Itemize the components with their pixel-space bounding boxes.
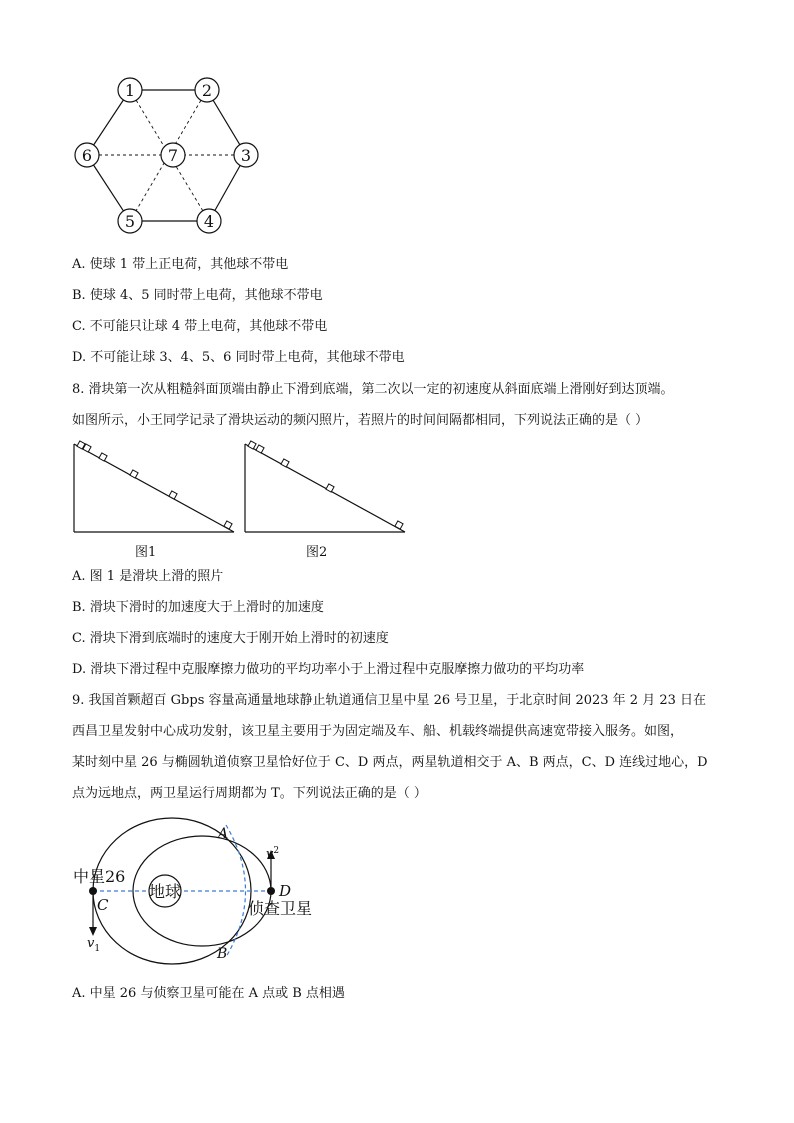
figure-1-caption: 图1 [135, 545, 157, 560]
q9-stem-line2: 西昌卫星发射中心成功发射，该卫星主要用于为固定端及车、船、机载终端提供高速宽带接入服务。如图， [72, 724, 684, 739]
ball-3-label: 3 [240, 146, 252, 165]
incline-figure-1 [70, 438, 240, 538]
q8-stem-line1: 8. 滑块第一次从粗糙斜面顶端由静止下滑到底端，第二次以一定的初速度从斜面底端上滑刚好到达顶端。 [72, 382, 674, 397]
velocity-v1-label: $v_1$ [87, 936, 101, 954]
q7-option-b: B. 使球 4、5 同时带上电荷，其他球不带电 [72, 288, 323, 303]
q9-stem-line4: 点为远地点，两卫星运行周期都为 T。下列说法正确的是（ ） [72, 786, 427, 801]
earth-label: 地球 [148, 882, 182, 901]
ball-1-label: 1 [124, 81, 136, 100]
q9-option-a: A. 中星 26 与侦察卫星可能在 A 点或 B 点相遇 [72, 986, 345, 1001]
q8-option-b: B. 滑块下滑时的加速度大于上滑时的加速度 [72, 600, 324, 615]
q9-stem-line3: 某时刻中星 26 与椭圆轨道侦察卫星恰好位于 C、D 两点，两星轨道相交于 A、B 两点，C、D 连线过地心，D [72, 755, 708, 770]
q8-stem-line2: 如图所示，小王同学记录了滑块运动的频闪照片，若照片的时间间隔都相同，下列说法正确的是（ ） [72, 413, 649, 428]
q7-option-d: D. 不可能让球 3、4、5、6 同时带上电荷，其他球不带电 [72, 350, 405, 365]
velocity-v2-label: $v^2$ [266, 846, 280, 862]
ball-2-label: 2 [201, 81, 213, 100]
zhongxing-26-label: 中星26 [73, 867, 126, 886]
q7-option-c: C. 不可能只让球 4 带上电荷，其他球不带电 [72, 319, 328, 334]
ball-6-label: 6 [81, 146, 93, 165]
q8-option-a: A. 图 1 是滑块上滑的照片 [72, 569, 224, 584]
point-d-label: D [279, 882, 292, 900]
q7-option-a: A. 使球 1 带上正电荷，其他球不带电 [72, 257, 289, 272]
ball-4-label: 4 [203, 212, 215, 231]
recon-satellite-label: 侦查卫星 [248, 899, 313, 918]
point-c-label: C [97, 896, 109, 914]
point-a-label: A [218, 826, 229, 842]
ball-7-label: 7 [167, 146, 179, 165]
incline-figure-2 [241, 438, 411, 538]
ball-5-label: 5 [124, 212, 136, 231]
q8-option-d: D. 滑块下滑过程中克服摩擦力做功的平均功率小于上滑过程中克服摩擦力做功的平均功率 [72, 662, 585, 677]
figure-2-caption: 图2 [306, 545, 328, 560]
q9-stem-line1: 9. 我国首颗超百 Gbps 容量高通量地球静止轨道通信卫星中星 26 号卫星，于北京时间 2023 年 2 月 23 日在 [72, 693, 706, 708]
hexagon-ball-diagram [60, 70, 280, 240]
point-b-label: B [217, 946, 228, 962]
q8-option-c: C. 滑块下滑到底端时的速度大于刚开始上滑时的初速度 [72, 631, 389, 646]
satellite-orbit-diagram [65, 815, 355, 970]
